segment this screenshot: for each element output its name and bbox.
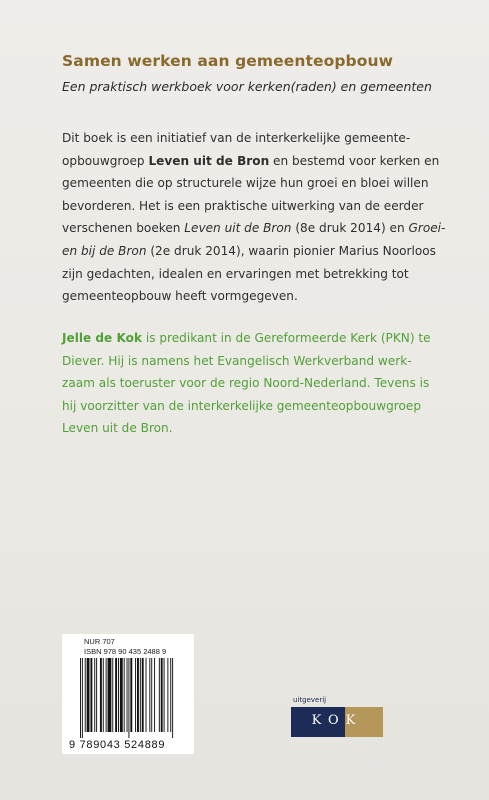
blurb-text: (8e druk 2014) en — [291, 221, 409, 236]
book-reference: Leven uit de Bron — [184, 221, 292, 236]
barcode-bar — [124, 658, 125, 732]
blurb-text: opbouwgroep — [62, 153, 149, 168]
barcode-bar — [128, 658, 129, 738]
isbn-barcode — [62, 634, 194, 754]
barcode-bar — [106, 658, 107, 732]
book-reference: Groei- — [408, 221, 446, 236]
barcode-bar — [103, 658, 104, 732]
barcode-bar — [146, 658, 147, 732]
barcode-bar — [151, 658, 152, 732]
barcode-bar — [137, 658, 139, 732]
barcode-bars-icon — [80, 658, 188, 738]
blurb-text: en bestemd voor kerken en — [269, 153, 440, 168]
barcode-bar — [82, 658, 83, 738]
author-line: hij voorzitter van de interkerkelijke gemeenteopbouwgroep — [62, 398, 421, 413]
publisher-logo — [291, 696, 386, 746]
author-bio — [62, 327, 431, 440]
barcode-bar — [140, 658, 141, 732]
author-line: Leven uit de Bron. — [62, 421, 173, 436]
barcode-bar — [142, 658, 144, 732]
barcode-bar — [154, 658, 155, 732]
kok-logo-icon — [291, 707, 383, 737]
book-title: Samen werken aan gemeenteopbouw — [62, 52, 394, 70]
barcode-bar — [170, 658, 171, 732]
barcode-bar — [167, 658, 168, 732]
blurb-text: verschenen boeken — [62, 221, 185, 236]
barcode-bar — [149, 658, 150, 732]
book-subtitle: Een praktisch werkboek voor kerken(raden) en gemeenten — [62, 79, 432, 94]
barcode-bar — [159, 658, 160, 732]
barcode-bar — [100, 658, 102, 732]
nur-code: NUR 707 — [84, 637, 115, 646]
barcode-bar — [108, 658, 112, 732]
barcode-bar — [112, 658, 113, 732]
barcode-bar — [87, 658, 90, 732]
blurb-line — [62, 150, 440, 173]
barcode-bar — [127, 658, 128, 732]
blurb-line: zijn gedachten, idealen en ervaringen met betrekking tot — [62, 266, 409, 281]
barcode-bar — [164, 658, 165, 732]
blurb-line — [62, 217, 446, 240]
author-text: is predikant in de Gereformeerde Kerk (PKN) te — [142, 331, 431, 345]
blurb-line — [62, 240, 436, 263]
publisher-name: KOK — [311, 713, 363, 728]
blurb-line: Dit boek is een initiatief van de interkerkelijke gemeente- — [62, 131, 411, 145]
blurb-text: (2e druk 2014), waarin pionier Marius Noorloos — [146, 243, 436, 258]
blurb-line: gemeenteopbouw heeft vormgegeven. — [62, 289, 298, 304]
publisher-label: uitgeverij — [293, 696, 327, 704]
blurb-line: gemeenten die op structurele wijze hun groei en bloei willen — [62, 176, 429, 191]
barcode-bar — [118, 658, 119, 732]
book-reference: en bij de Bron — [62, 243, 147, 258]
barcode-bar — [161, 658, 163, 732]
barcode-bar — [115, 658, 117, 732]
barcode-bar — [130, 658, 132, 732]
barcode-bar — [96, 658, 97, 732]
barcode-bar — [90, 658, 92, 732]
barcode-bar — [120, 658, 123, 732]
barcode-bar — [85, 658, 86, 732]
initiative-name: Leven uit de Bron — [148, 153, 270, 168]
barcode-bar — [135, 658, 136, 732]
blurb-line: bevorderen. Het is een praktische uitwerking van de eerder — [62, 198, 424, 213]
barcode-bar — [94, 658, 95, 732]
barcode-digits: 9 789043 524889 — [69, 739, 166, 751]
isbn-number: ISBN 978 90 435 2488 9 — [84, 647, 167, 656]
barcode-bar — [80, 658, 81, 738]
author-line: Diever. Hij is namens het Evangelisch Werkverband werk- — [62, 353, 412, 368]
author-line — [62, 327, 431, 350]
author-line: zaam als toeruster voor de regio Noord-Nederland. Tevens is — [62, 376, 430, 391]
barcode-bar — [172, 658, 173, 738]
author-name: Jelle de Kok — [62, 331, 142, 345]
blurb-paragraph — [62, 127, 446, 308]
